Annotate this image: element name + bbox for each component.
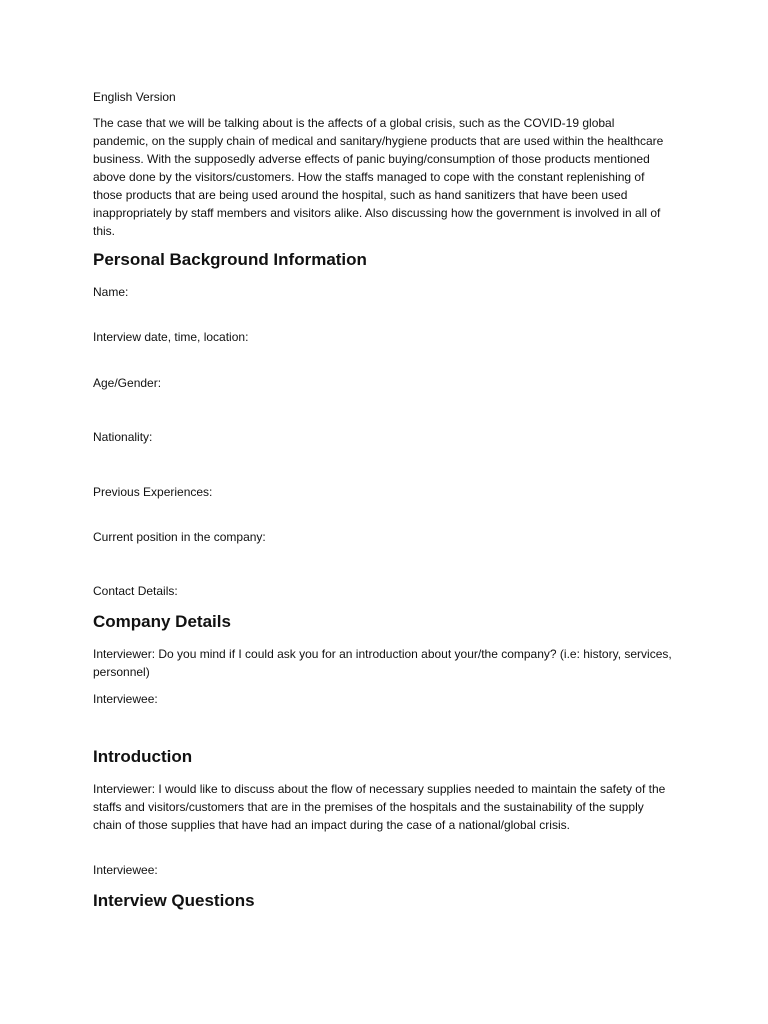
interview-questions-heading: Interview Questions xyxy=(93,891,255,910)
company-interviewee-label: Interviewee: xyxy=(93,692,158,706)
intro-paragraph: The case that we will be talking about is the affects of a global crisis, such as the COVID-19 global pandemic, on the supply chain of medical and sanitary/hygiene products that are used within the healthcare business. With the supposedly adverse effects of panic buying/consumption of those products mentioned above done by the visitors/customers. How the staffs managed to cope with the constant replenishing of those products that are being used around the hospital, such as hand sanitizers that have been used inappropriately by staff members and visitors alike. Also discussing how the government is involved in all of this. xyxy=(93,116,664,238)
field-age-gender: Age/Gender: xyxy=(93,376,162,390)
introduction-interviewer-text: Interviewer: I would like to discuss about the flow of necessary supplies needed to maintain the safety of the staffs and visitors/customers that are in the premises of the hospitals and the sustainability of the supply chain of those supplies that have had an impact during the case of a national/global crisis. xyxy=(93,782,666,832)
introduction-heading: Introduction xyxy=(93,747,193,766)
field-contact-details: Contact Details: xyxy=(93,584,178,598)
personal-background-heading: Personal Background Information xyxy=(93,250,367,269)
field-interview-date: Interview date, time, location: xyxy=(93,330,249,344)
company-details-heading: Company Details xyxy=(93,612,231,631)
company-interviewer-text: Interviewer: Do you mind if I could ask you for an introduction about your/the company? (i.e: history, services, personnel) xyxy=(93,647,672,679)
field-current-position: Current position in the company: xyxy=(93,530,266,544)
version-label: English Version xyxy=(93,90,176,104)
field-nationality: Nationality: xyxy=(93,430,153,444)
field-previous-experiences: Previous Experiences: xyxy=(93,485,213,499)
introduction-interviewee-label: Interviewee: xyxy=(93,863,158,877)
field-name: Name: xyxy=(93,285,129,299)
